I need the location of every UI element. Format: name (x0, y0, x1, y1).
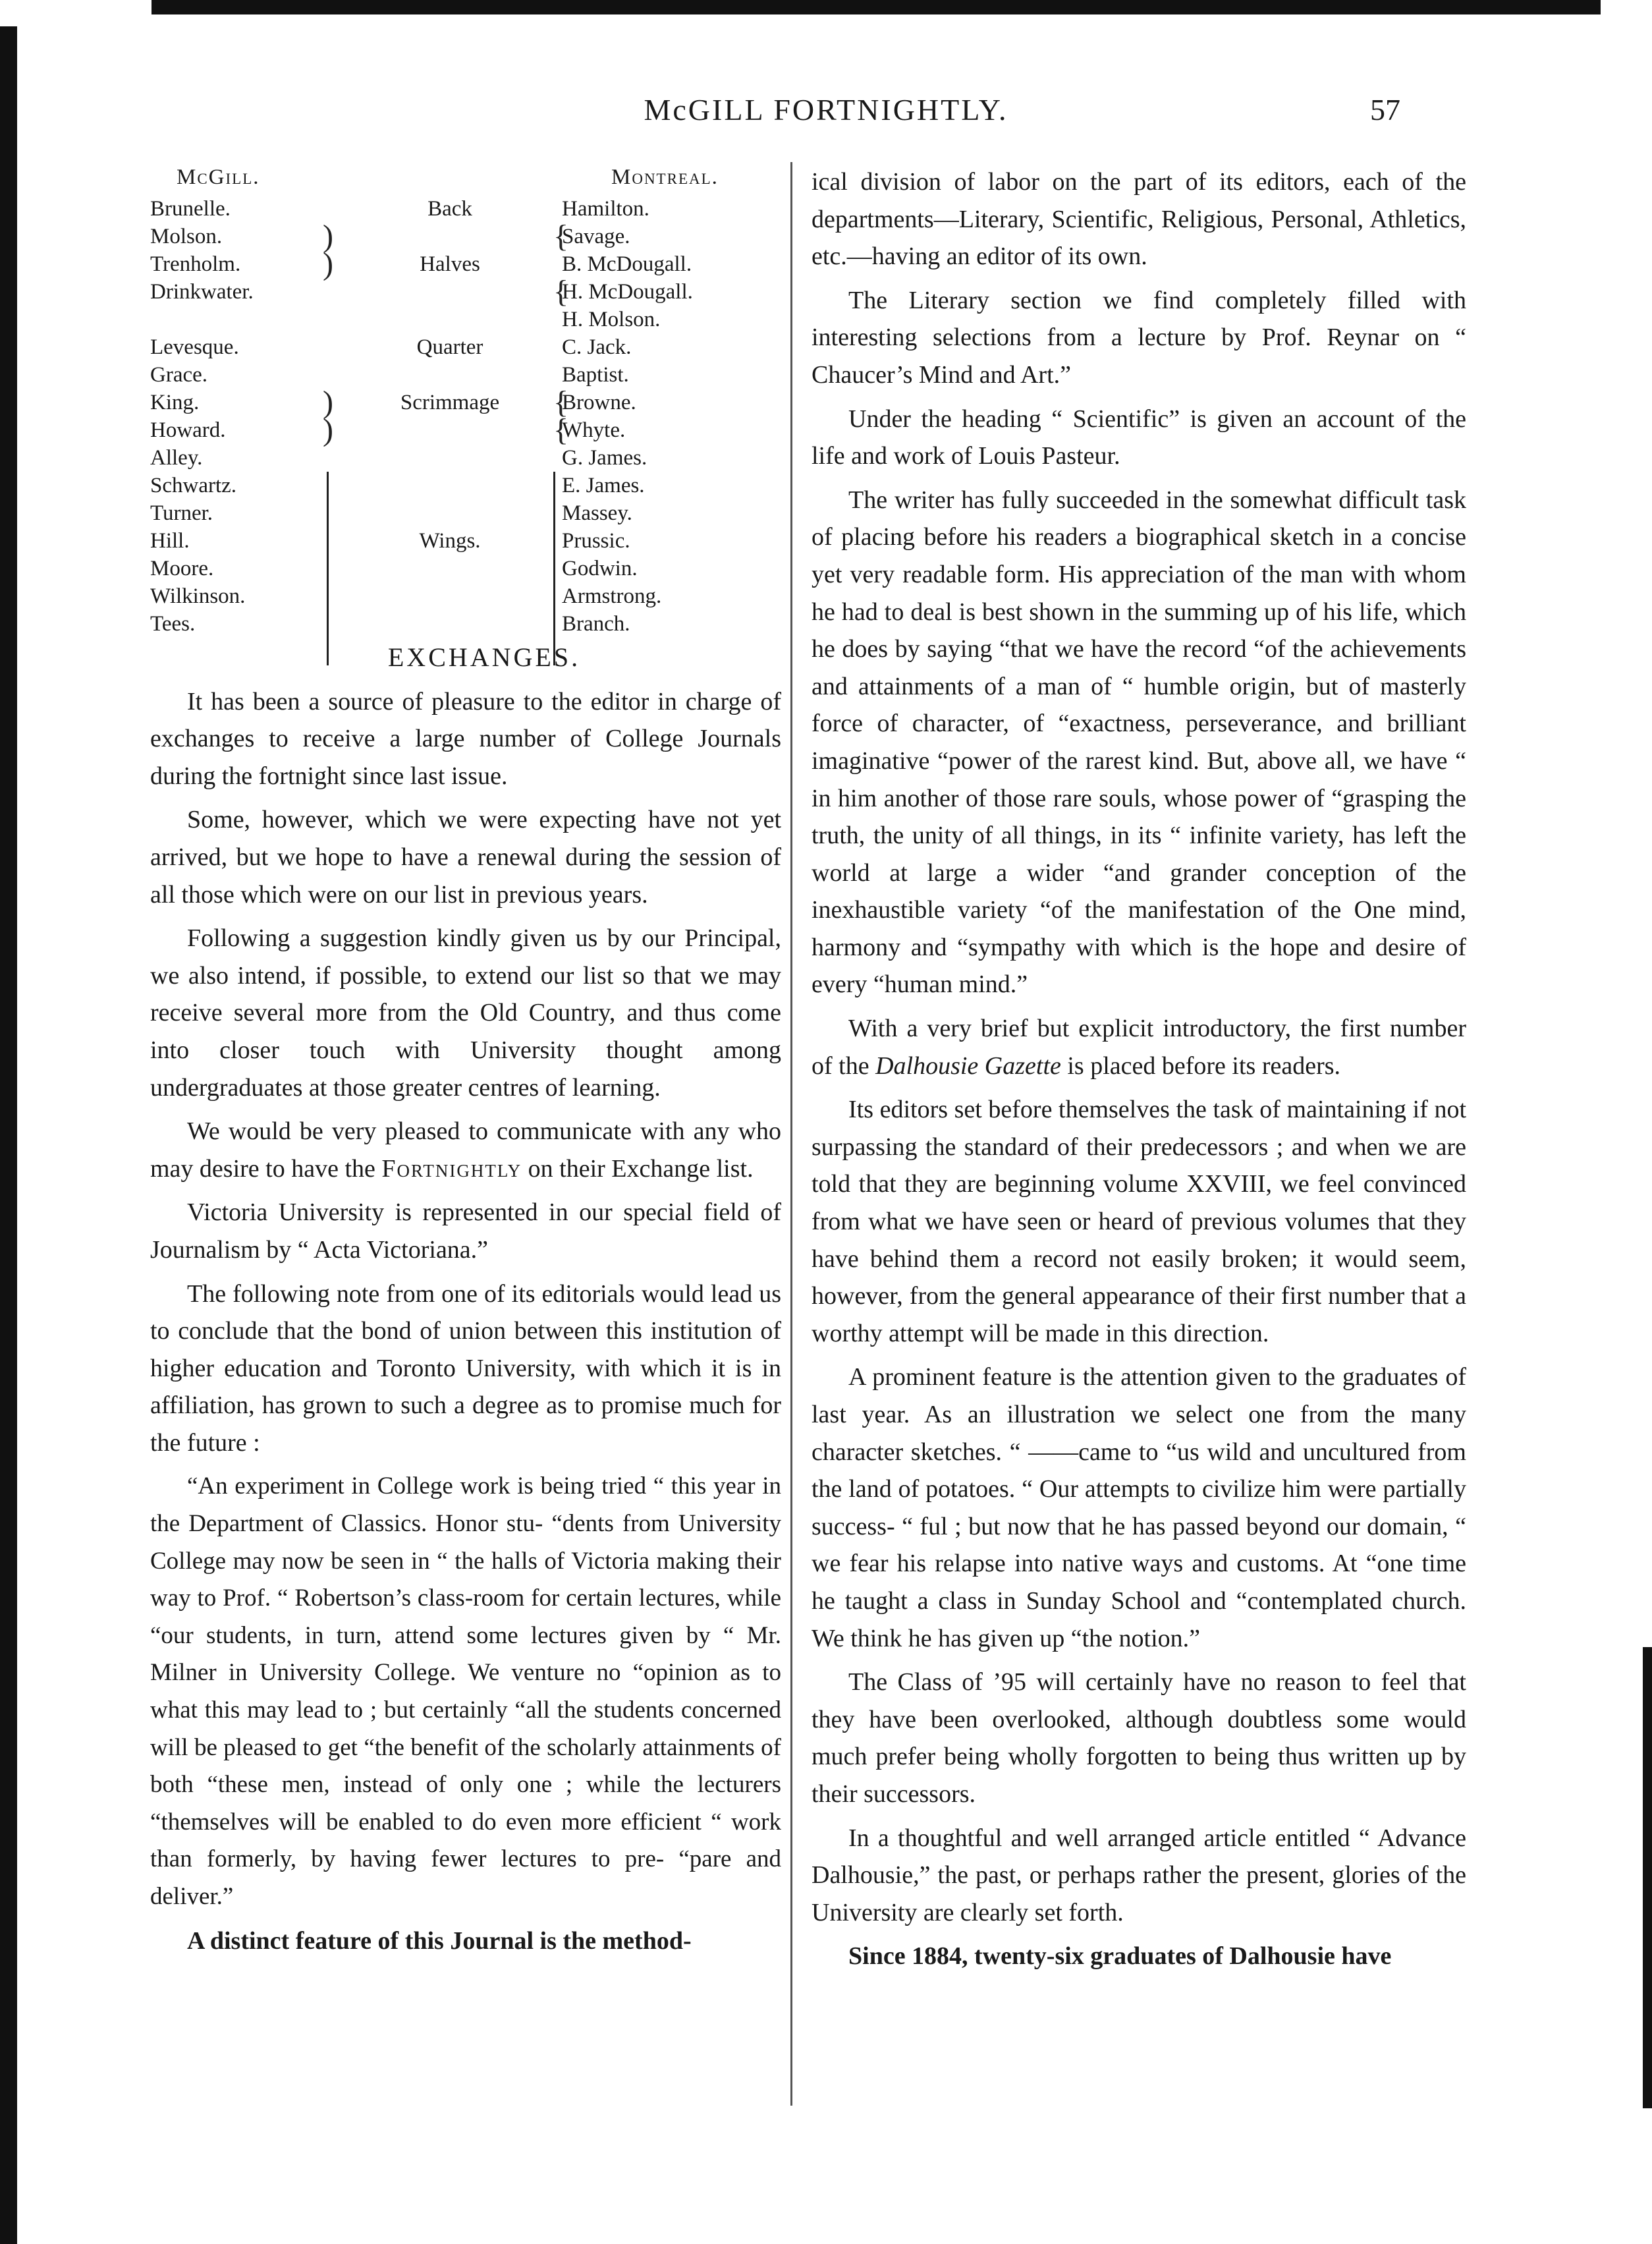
paragraph: It has been a source of pleasure to the editor in charge of exchanges to receive a large number of College Journals during the fortnight since last issue. (150, 687, 781, 790)
mcgill-player: Wilkinson. (150, 584, 246, 608)
montreal-player: Hamilton. (562, 197, 649, 221)
right-column (812, 163, 1466, 1982)
text-run: on their Exchange list. (528, 1154, 754, 1183)
paragraph: Victoria University is represented in our special field of Journalism by “ Acta Victoriana.” (150, 1198, 781, 1264)
paragraph: Following a suggestion kindly given us by our Principal, we also intend, if possible, to extend our list so that we may receive several more from the Old Country, and thus come into closer touch with University thought among undergraduates at those greater centres of learning. (150, 924, 781, 1102)
mcgill-player: Howard. (150, 418, 226, 442)
mcgill-player: Moore. (150, 557, 214, 580)
mcgill-player (150, 306, 348, 333)
paragraph: The following note from one of its editorials would lead us to conclude that the bond of union between this institution of higher education and Toronto University, with which it is in affiliation, has grown to such a degree as to promise much for the future : (150, 1279, 781, 1457)
mcgill-player: Brunelle. (150, 197, 231, 221)
scan-edge-left (0, 26, 17, 2244)
mcgill-player: Hill. (150, 529, 190, 553)
paragraph: A distinct feature of this Journal is the method- (187, 1926, 692, 1955)
paragraph (150, 1113, 781, 1187)
page-number: 57 (1370, 93, 1400, 126)
journal-name: Fortnightly (381, 1154, 522, 1183)
position-label: Scrimmage (400, 391, 500, 414)
brace-glyph: ) (323, 219, 333, 254)
paragraph: The writer has fully succeeded in the somewhat difficult task of placing before his readers a biographical sketch in a concise yet very readable form. His appreciation of the man with whom he had to deal is best shown in the summing up of his life, which he does by saying “that we have the record “of the achievements and attainments of a man of “ humble origin, but of masterly force of character, of “exactness, perseverance, and brilliant imaginative “power of the rarest kind. But, above all, we have “ in him another of those rare souls, whose power of “grasping the truth, the unity of all things, in its “ infinite variety, has left the world at large a wider “and grander conception of the inexhaustible variety “of the manifestation of the One mind, harmony and “sympathy with which is the hope and desire of every “human mind.” (812, 486, 1466, 999)
montreal-players (562, 195, 773, 638)
position-label: Back (427, 197, 472, 221)
montreal-player: Browne. (562, 391, 636, 414)
montreal-player: E. James. (562, 474, 645, 497)
mcgill-player: Trenholm. (150, 252, 241, 276)
paragraph: ical division of labor on the part of its editors, each of the departments—Literary, Scientific, Religious, Personal, Athletics, etc.—having an editor of its own. (812, 168, 1466, 271)
brace-glyph: ) (323, 385, 333, 420)
column-divider (790, 162, 792, 2106)
brace-line (323, 472, 329, 665)
paragraph: Under the heading “ Scientific” is given an account of the life and work of Louis Pasteur. (812, 405, 1466, 470)
brace-glyph: ) (323, 412, 333, 447)
mcgill-player: Alley. (150, 446, 203, 470)
brace-glyph: { (553, 385, 569, 420)
paragraph: A prominent feature is the attention given to the graduates of last year. As an illustration we select one from the many character sketches. “ ——came to “us wild and uncultured from the land of potatoes. “ Our attempts to civilize him were partially success- “ ful ; but now that he has passed beyond our domain, “ we fear his relapse into native ways and customs. At “one time he taught a class in Sunday School and “contemplated church. We think he has given up “the notion.” (812, 1363, 1466, 1652)
block-quote: “An experiment in College work is being tried “ this year in the Department of Classics. Honor stu- “dents from University College may now be seen in “ the halls of Victoria making their way to Prof. “ Robertson’s class-room for certain lectures, while “our students, in turn, attend some lectures given by “ Mr. Milner in University College. We venture no “opinion as to what this may lead to ; but certainly “all the students concerned will be pleased to get “the benefit of the scholarly attainments of both “these men, instead of only one ; while the lecturers “themselves will be enabled to do even more efficient “ work than formerly, by having fewer lectures to pre- “pare and deliver.” (150, 1473, 781, 1910)
brace-line (553, 472, 559, 665)
positions (368, 195, 532, 638)
position-label: Quarter (416, 335, 483, 359)
brace-glyph: { (553, 219, 569, 254)
mcgill-player: Levesque. (150, 335, 239, 359)
mcgill-player: King. (150, 391, 200, 414)
montreal-player: Branch. (562, 612, 630, 636)
mcgill-player: Molson. (150, 225, 223, 248)
mcgill-player: Drinkwater. (150, 280, 254, 304)
mcgill-player: Grace. (150, 363, 208, 387)
montreal-player: Prussic. (562, 529, 630, 553)
mcgill-player: Tees. (150, 612, 196, 636)
montreal-player: Baptist. (562, 363, 629, 387)
montreal-player: Massey. (562, 501, 632, 525)
montreal-player: Godwin. (562, 557, 638, 580)
mcgill-player: Turner. (150, 501, 213, 525)
left-column (150, 163, 781, 1966)
montreal-player: C. Jack. (562, 335, 632, 359)
brace-glyph: { (553, 274, 569, 309)
position-label (368, 306, 532, 333)
paragraph: In a thoughtful and well arranged article entitled “ Advance Dalhousie,” the past, or perhaps rather the present, glories of the University are clearly set forth. (812, 1824, 1466, 1926)
position-label (368, 278, 532, 306)
mcgill-header: McGill. (177, 165, 260, 189)
position-label (368, 610, 532, 638)
position-label (368, 499, 532, 527)
montreal-player: B. McDougall. (562, 252, 692, 276)
paragraph: The Class of ’95 will certainly have no reason to feel that they have been overlooked, although doubtless some would much prefer being wholly forgotten to being thus written up by their successors. (812, 1668, 1466, 1808)
exchanges-heading: EXCHANGES. (387, 642, 581, 672)
montreal-player: H. Molson. (562, 308, 661, 331)
running-head: McGILL FORTNIGHTLY. (644, 93, 1008, 126)
position-label (368, 582, 532, 610)
montreal-player: H. McDougall. (562, 280, 693, 304)
scan-edge-right (1643, 1647, 1652, 2108)
team-lineup (150, 163, 781, 639)
montreal-player: Savage. (562, 225, 630, 248)
text-run: With a very brief but explicit introductory, the first number of the (812, 1015, 1466, 1080)
position-label (368, 472, 532, 499)
mcgill-players (150, 195, 348, 638)
position-label: Halves (420, 252, 480, 276)
paragraph (812, 1010, 1466, 1084)
position-label (368, 361, 532, 389)
text-run: is placed before its readers. (1067, 1052, 1341, 1080)
paragraph: Its editors set before themselves the task of maintaining if not surpassing the standard of their predecessors ; and when we are told that they are beginning volume XXVIII, we feel convinced from what we have seen or heard of previous volumes that they have behind them a record not easily broken; it would seem, however, from the general appearance of their first number that a worthy attempt will be made in this direction. (812, 1096, 1466, 1347)
paragraph: Since 1884, twenty-six graduates of Dalhousie have (848, 1942, 1392, 1971)
brace-glyph: { (553, 412, 569, 447)
montreal-header: Montreal. (611, 165, 719, 189)
paragraph: Some, however, which we were expecting have not yet arrived, but we hope to have a renewal during the session of all those which were on our list in previous years. (150, 806, 781, 909)
position-label (368, 444, 532, 472)
montreal-player: G. James. (562, 446, 647, 470)
top-rule (151, 0, 1601, 14)
text-run: We would be very pleased to communicate with any who may desire to have the (150, 1117, 781, 1183)
montreal-player: Armstrong. (562, 584, 662, 608)
position-label (368, 416, 532, 444)
position-label (368, 555, 532, 582)
brace-glyph: ) (323, 246, 333, 281)
paragraph: The Literary section we find completely filled with interesting selections from a lecture by Prof. Reynar on “ Chaucer’s Mind and Art.” (812, 286, 1466, 389)
position-label: Wings. (419, 529, 481, 553)
journal-name: Dalhousie Gazette (875, 1052, 1061, 1080)
mcgill-player: Schwartz. (150, 474, 237, 497)
montreal-player: Whyte. (562, 418, 626, 442)
position-label (368, 223, 532, 250)
